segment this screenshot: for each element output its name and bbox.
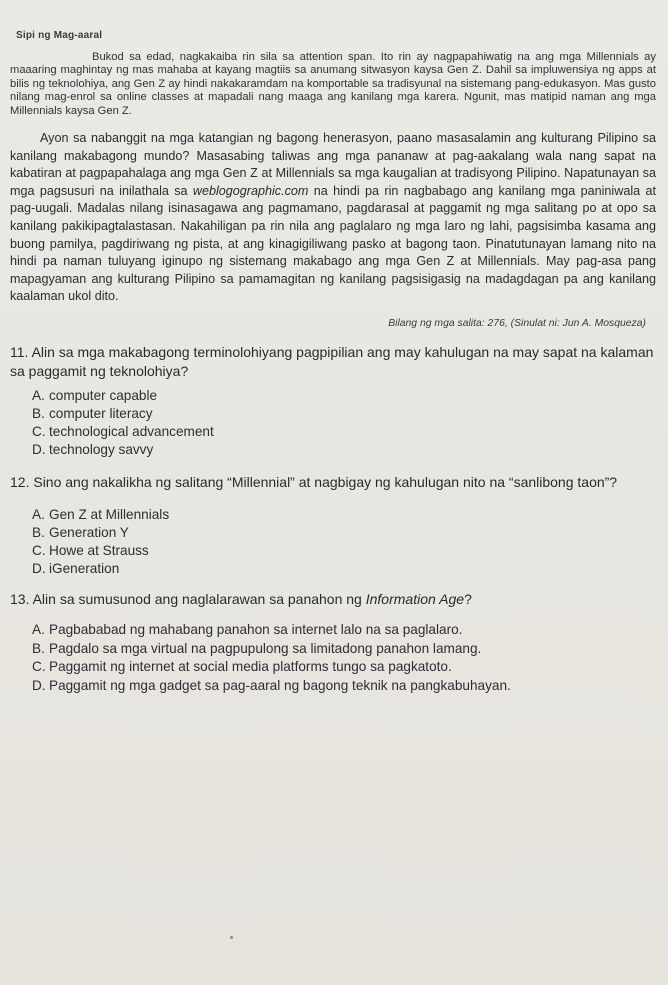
choice-letter: C. xyxy=(32,423,46,439)
question-12-choices xyxy=(32,506,656,578)
question-13 xyxy=(10,590,656,695)
question-11-text xyxy=(10,343,656,381)
question-12-choice-a[interactable] xyxy=(32,506,656,524)
choice-letter: A. xyxy=(32,506,45,522)
choice-letter: D. xyxy=(32,560,46,576)
question-13-prompt-before: Alin sa sumusunod ang naglalarawan sa panahon ng xyxy=(32,590,366,607)
question-11 xyxy=(10,343,656,459)
question-13-prompt-em: Information Age xyxy=(365,590,465,607)
question-13-choice-d[interactable] xyxy=(32,677,656,696)
question-12-text xyxy=(10,473,656,492)
choice-letter: D. xyxy=(32,677,46,693)
choice-letter: B. xyxy=(32,524,45,540)
question-12-prompt: Sino ang nakalikha ng salitang “Millennial” at nagbigay ng kahulugan nito na “sanlibong taon”? xyxy=(33,473,618,490)
question-11-choice-b[interactable] xyxy=(32,405,656,423)
question-13-choice-b[interactable] xyxy=(32,640,656,659)
question-13-choice-a[interactable] xyxy=(32,621,656,640)
choice-text: technological advancement xyxy=(49,423,214,439)
choice-text: Gen Z at Millennials xyxy=(49,506,170,522)
choice-text: Generation Y xyxy=(49,524,129,540)
choice-text: iGeneration xyxy=(49,560,120,576)
word-count-citation: Bilang ng mga salita: 276, (Sinulat ni: Jun A. Mosqueza) xyxy=(388,317,646,329)
paragraph-2 xyxy=(10,130,656,306)
question-13-choice-c[interactable] xyxy=(32,658,656,677)
question-11-choice-a[interactable] xyxy=(32,387,656,405)
choice-text: Pagdalo sa mga virtual na pagpupulong sa limitadong panahon lamang. xyxy=(49,640,482,656)
choice-text: computer capable xyxy=(49,387,158,403)
question-11-choices xyxy=(32,387,656,459)
choice-letter: A. xyxy=(32,621,45,637)
paragraph-2-before: Ayon sa nabanggit na mga katangian ng bagong henerasyon, paano masasalamin ang kulturang Pilipino sa kanilang makabagong mundo? Masasabing taliwas ang mga pananaw at pag-aakalang wala nang sapat na kabatiran at pagpapahalaga ang mga Gen Z at Millennials sa mga kaugalian at tradisyong Pilipino. Napatunayan sa mga pagsusuri na inilathala sa xyxy=(10,131,656,198)
page-header: Sipi ng Mag-aaral xyxy=(16,30,103,41)
choice-letter: D. xyxy=(32,441,46,457)
question-12-number: 12. xyxy=(10,473,30,490)
paragraph-2-after: na hindi pa rin nagbabago ang kanilang mga paniniwala at pag-uugali. Madalas nilang isinasagawa ang pagmamano, pagdarasal at paggamit ng mga salitang po at opo sa kanilang pakikipagtalastasan. Nakahiligan pa rin nila ang paglalaro ng mga laro ng lahi, pagsisimba kasama ang buong pamilya, pagdiriwang ng pista, at ang kinagigiliwang pasko at bagong taon. Pinatutunayan lamang nito na hindi pa naman tuluyang iginupo ng sistemang makabago ang mga Gen Z at Millennials. May pag-asa pang mapagyaman ang kulturang Pilipino sa pamamagitan ng kanilang pagsisigasig na madagdagan pa ang kanilang kaalaman ukol dito. xyxy=(10,183,656,304)
question-11-choice-d[interactable] xyxy=(32,441,656,459)
question-12-choice-b[interactable] xyxy=(32,524,656,542)
choice-text: Howe at Strauss xyxy=(49,542,149,558)
choice-letter: C. xyxy=(32,542,46,558)
choice-text: Paggamit ng mga gadget sa pag-aaral ng bagong teknik na pangkabuhayan. xyxy=(49,677,511,693)
paragraph-2-source: weblogographic.com xyxy=(192,183,309,198)
choice-letter: B. xyxy=(32,405,45,421)
question-13-prompt-after: ? xyxy=(464,590,472,607)
question-13-text xyxy=(10,590,656,609)
question-13-choices xyxy=(32,621,656,695)
ink-dot xyxy=(230,936,233,939)
question-12-choice-c[interactable] xyxy=(32,542,656,560)
choice-letter: C. xyxy=(32,659,46,675)
question-11-prompt: Alin sa mga makabagong terminolohiyang pagpipilian ang may kahulugan na may sapat na kalaman sa paggamit ng teknolohiya? xyxy=(10,343,654,379)
question-12 xyxy=(10,473,656,578)
choice-letter: B. xyxy=(32,640,45,656)
question-11-number: 11. xyxy=(10,343,29,360)
choice-text: technology savvy xyxy=(49,441,154,457)
paragraph-1: Bukod sa edad, nagkakaiba rin sila sa attention span. Ito rin ay nagpapahiwatig na ang mga Millennials ay maaaring maghintay ng mas mahaba at kayang magtiis sa anumang sitwasyon kaysa Gen Z. Dahil sa impluwensiya ng apps at bilis ng teknolohiya, ang Gen Z ay hindi nakakaramdam na komportable sa tradisyunal na sistemang pang-edukasyon. Mas gusto nilang mag-enrol sa online classes at mapadali nang maaga ang kanilang mga karera. Ngunit, mas matipid naman ang mga Millennials kaysa Gen Z. xyxy=(10,51,656,117)
choice-text: Pagbababad ng mahabang panahon sa internet lalo na sa paglalaro. xyxy=(49,621,463,637)
question-13-number: 13. xyxy=(10,590,30,607)
choice-text: Paggamit ng internet at social media platforms tungo sa pagkatoto. xyxy=(49,659,452,675)
choice-text: computer literacy xyxy=(49,405,153,421)
question-12-choice-d[interactable] xyxy=(32,560,656,578)
question-11-choice-c[interactable] xyxy=(32,423,656,441)
choice-letter: A. xyxy=(32,387,45,403)
